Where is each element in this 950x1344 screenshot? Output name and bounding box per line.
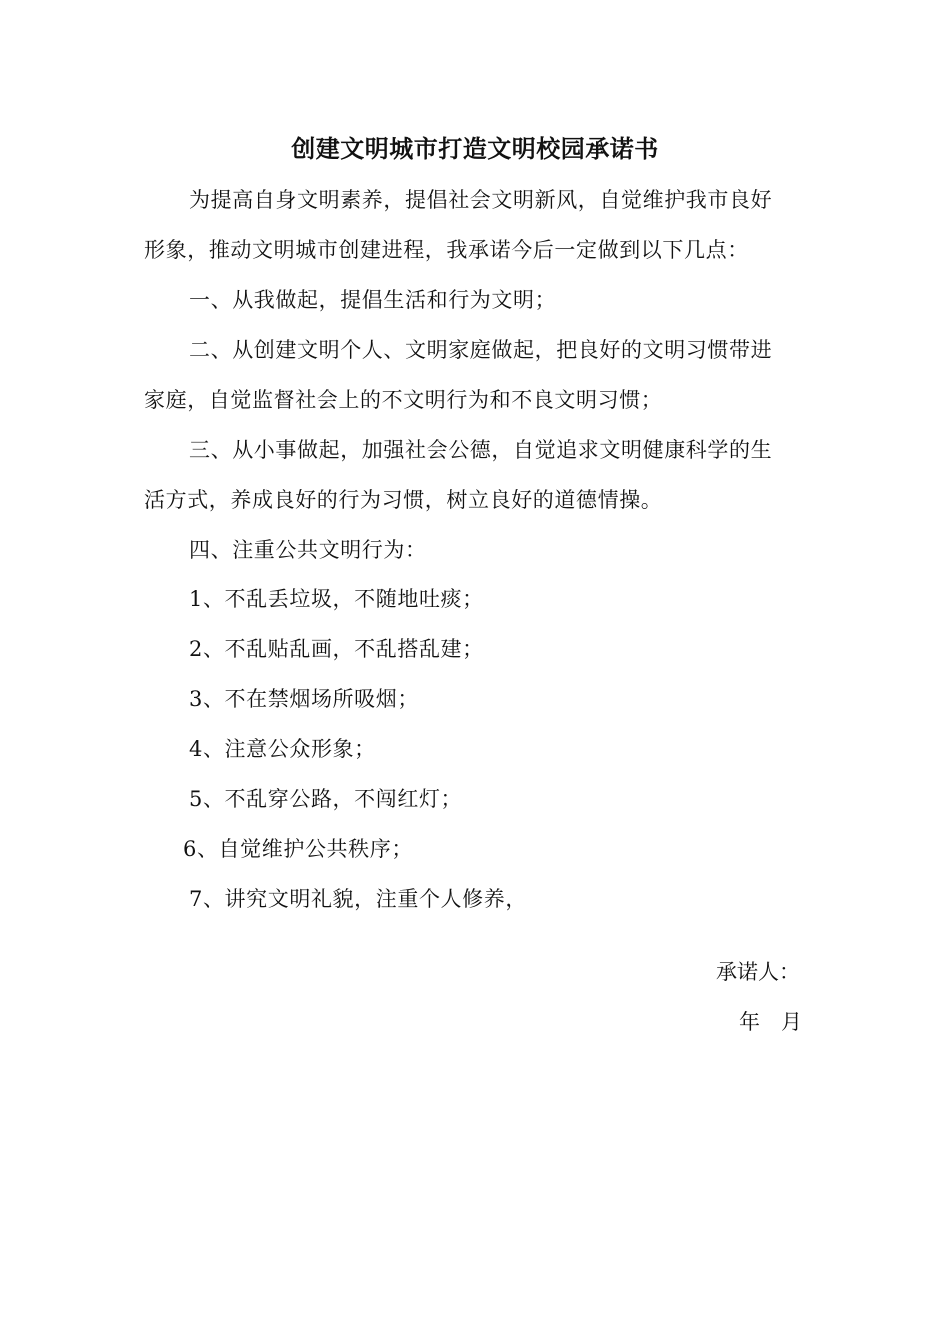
point-3-line-2: 活方式，养成良好的行为习惯，树立良好的道德情操。 [144, 488, 663, 512]
point-1: 一、从我做起，提倡生活和行为文明； [189, 288, 557, 312]
point-3-line-1: 三、从小事做起，加强社会公德，自觉追求文明健康科学的生 [189, 438, 773, 462]
list-item-3: 3、不在禁烟场所吸烟； [189, 687, 419, 711]
point-2-line-1: 二、从创建文明个人、文明家庭做起，把良好的文明习惯带进 [189, 338, 773, 362]
intro-line-1: 为提高自身文明素养，提倡社会文明新风，自觉维护我市良好 [189, 188, 773, 212]
list-item-1: 1、不乱丢垃圾，不随地吐痰； [189, 587, 484, 611]
list-item-4: 4、注意公众形象； [189, 737, 376, 761]
list-item-6: 6、自觉维护公共秩序； [183, 837, 413, 861]
signer-label: 承诺人： [716, 960, 800, 984]
intro-line-2: 形象，推动文明城市创建进程，我承诺今后一定做到以下几点： [144, 238, 749, 262]
list-item-7: 7、讲究文明礼貌，注重个人修养， [189, 887, 527, 911]
document-title: 创建文明城市打造文明校园承诺书 [291, 134, 659, 163]
list-item-2: 2、不乱贴乱画，不乱搭乱建； [189, 637, 484, 661]
point-2-line-2: 家庭，自觉监督社会上的不文明行为和不良文明习惯； [144, 388, 663, 412]
point-4: 四、注重公共文明行为： [189, 538, 427, 562]
date-label: 年 月 [739, 1010, 802, 1034]
list-item-5: 5、不乱穿公路，不闯红灯； [189, 787, 463, 811]
